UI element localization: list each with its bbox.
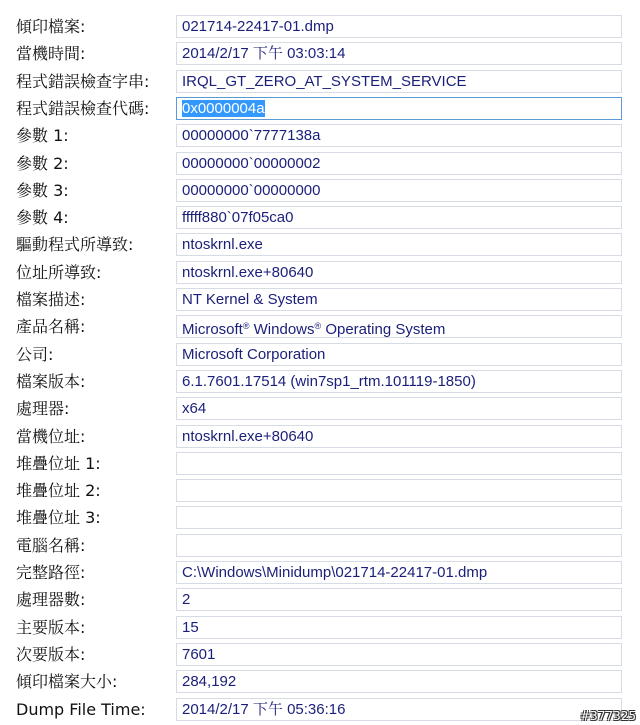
- row-file-version: [0, 369, 640, 396]
- caused-by-address-label: 位址所導致:: [16, 262, 102, 282]
- stack-address-1-field[interactable]: [176, 452, 622, 475]
- product-name-part: Windows: [249, 321, 315, 339]
- selected-text[interactable]: 0x0000004a: [182, 99, 265, 117]
- computer-name-label: 電腦名稱:: [16, 535, 86, 555]
- row-computer-name: [0, 533, 640, 560]
- row-parameter-2: [0, 151, 640, 178]
- row-parameter-1: [0, 123, 640, 150]
- row-file-description: [0, 287, 640, 314]
- crash-address-field[interactable]: ntoskrnl.exe+80640: [176, 425, 622, 448]
- stack-address-3-label: 堆疊位址 3:: [16, 508, 101, 528]
- row-dump-file: [0, 14, 640, 41]
- row-processor-count: [0, 587, 640, 614]
- crash-time-field[interactable]: 2014/2/17 下午 03:03:14: [176, 42, 622, 65]
- product-name-label: 產品名稱:: [16, 317, 86, 337]
- dump-file-size-field[interactable]: 284,192: [176, 670, 622, 693]
- row-stack-address-1: [0, 451, 640, 478]
- computer-name-field[interactable]: [176, 534, 622, 557]
- watermark: #377325: [580, 709, 636, 723]
- row-major-version: [0, 615, 640, 642]
- row-parameter-4: [0, 205, 640, 232]
- processor-count-field[interactable]: 2: [176, 588, 622, 611]
- row-company: [0, 342, 640, 369]
- bug-check-code-label: 程式錯誤檢查代碼:: [16, 98, 150, 118]
- file-description-label: 檔案描述:: [16, 290, 86, 309]
- parameter-3-field[interactable]: 00000000`00000000: [176, 179, 622, 202]
- row-dump-file-size: [0, 669, 640, 696]
- dump-file-time-label: Dump File Time:: [16, 699, 146, 719]
- dump-file-field[interactable]: 021714-22417-01.dmp: [176, 15, 622, 38]
- row-processor: [0, 396, 640, 423]
- processor-field[interactable]: x64: [176, 397, 622, 420]
- product-name-part: Operating System: [321, 321, 446, 339]
- caused-by-driver-label: 驅動程式所導致:: [16, 235, 134, 255]
- crash-time-label: 當機時間:: [16, 44, 86, 64]
- company-label: 公司:: [16, 344, 54, 364]
- company-field[interactable]: Microsoft Corporation: [176, 343, 622, 366]
- row-product-name: [0, 314, 640, 341]
- row-dump-file-time: [0, 697, 640, 724]
- full-path-field[interactable]: C:\Windows\Minidump\021714-22417-01.dmp: [176, 561, 622, 584]
- row-stack-address-2: [0, 478, 640, 505]
- dump-file-time-field[interactable]: 2014/2/17 下午 05:36:16: [176, 698, 622, 721]
- stack-address-2-field[interactable]: [176, 479, 622, 502]
- major-version-label: 主要版本:: [16, 617, 86, 637]
- caused-by-driver-field[interactable]: ntoskrnl.exe: [176, 233, 622, 256]
- parameter-4-field[interactable]: fffff880`07f05ca0: [176, 206, 622, 229]
- bug-check-string-label: 程式錯誤檢查字串:: [16, 71, 150, 91]
- dump-file-label: 傾印檔案:: [16, 17, 86, 36]
- stack-address-2-label: 堆疊位址 2:: [16, 481, 101, 501]
- parameter-1-label: 參數 1:: [16, 126, 69, 146]
- stack-address-3-field[interactable]: [176, 506, 622, 529]
- row-caused-by-address: [0, 260, 640, 287]
- bug-check-string-field[interactable]: IRQL_GT_ZERO_AT_SYSTEM_SERVICE: [176, 70, 622, 93]
- row-crash-address: [0, 424, 640, 451]
- row-minor-version: [0, 642, 640, 669]
- file-version-label: 檔案版本:: [16, 371, 86, 391]
- row-caused-by-driver: [0, 232, 640, 259]
- row-full-path: [0, 560, 640, 587]
- product-name-part: Microsoft: [182, 321, 243, 339]
- parameter-2-field[interactable]: 00000000`00000002: [176, 152, 622, 175]
- minor-version-field[interactable]: 7601: [176, 643, 622, 666]
- full-path-label: 完整路徑:: [16, 563, 86, 582]
- row-parameter-3: [0, 178, 640, 205]
- row-stack-address-3: [0, 505, 640, 532]
- major-version-field[interactable]: 15: [176, 616, 622, 639]
- parameter-4-label: 參數 4:: [16, 208, 69, 228]
- stack-address-1-label: 堆疊位址 1:: [16, 453, 101, 473]
- row-crash-time: [0, 41, 640, 68]
- parameter-2-label: 參數 2:: [16, 153, 69, 173]
- registered-mark: ®: [314, 321, 322, 332]
- registered-mark: ®: [242, 321, 250, 332]
- processor-label: 處理器:: [16, 399, 70, 419]
- file-description-field[interactable]: NT Kernel & System: [176, 288, 622, 311]
- minor-version-label: 次要版本:: [16, 644, 86, 664]
- row-bug-check-string: [0, 69, 640, 96]
- file-version-field[interactable]: 6.1.7601.17514 (win7sp1_rtm.101119-1850): [176, 370, 622, 393]
- product-name-field[interactable]: [176, 315, 622, 338]
- processor-count-label: 處理器數:: [16, 590, 86, 610]
- caused-by-address-field[interactable]: ntoskrnl.exe+80640: [176, 261, 622, 284]
- bug-check-code-field[interactable]: [176, 97, 622, 120]
- parameter-1-field[interactable]: 00000000`7777138a: [176, 124, 622, 147]
- dump-file-size-label: 傾印檔案大小:: [16, 672, 118, 692]
- crash-address-label: 當機位址:: [16, 426, 86, 446]
- row-bug-check-code: [0, 96, 640, 123]
- parameter-3-label: 參數 3:: [16, 180, 69, 200]
